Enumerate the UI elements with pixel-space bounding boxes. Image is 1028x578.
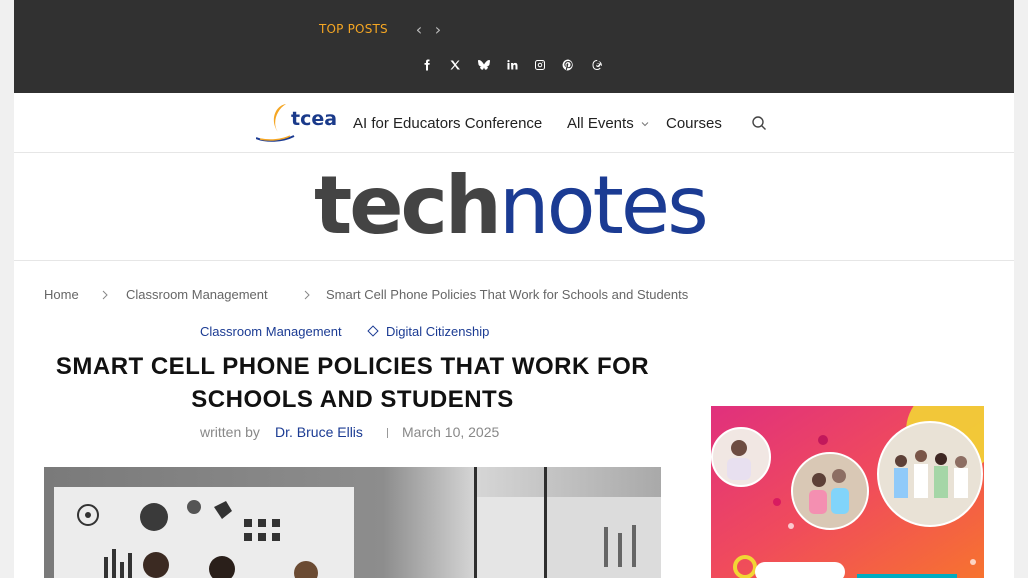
category-link-classroom[interactable]: Classroom Management	[200, 324, 342, 339]
chevron-right-icon	[302, 289, 312, 301]
top-bar	[14, 0, 1014, 93]
search-icon[interactable]	[751, 115, 767, 131]
breadcrumb-current: Smart Cell Phone Policies That Work for Schools and Students	[326, 287, 689, 302]
breadcrumb-category[interactable]: Classroom Management	[126, 287, 268, 302]
technotes-logo[interactable]	[314, 161, 706, 251]
written-by-label: written by	[200, 424, 260, 440]
logo-text: tcea	[291, 108, 338, 130]
category-link-digital[interactable]: Digital Citizenship	[386, 324, 490, 339]
pinterest-icon[interactable]	[559, 56, 577, 74]
page	[14, 0, 1014, 578]
publish-date: March 10, 2025	[402, 424, 500, 440]
sidebar-advertisement[interactable]	[711, 406, 984, 578]
author-link[interactable]: Dr. Bruce Ellis	[275, 424, 363, 440]
nav-item-courses[interactable]: Courses	[666, 115, 722, 132]
article-title: SMART CELL PHONE POLICIES THAT WORK FOR SCHOOLS AND STUDENTS	[55, 353, 650, 413]
bluesky-icon[interactable]	[475, 56, 493, 74]
threads-icon[interactable]	[588, 56, 606, 74]
main-nav	[14, 93, 1014, 153]
masthead	[14, 153, 1014, 261]
x-icon[interactable]	[446, 56, 464, 74]
chevron-right-icon	[100, 289, 110, 301]
chevron-right-icon[interactable]: ›	[434, 20, 442, 39]
byline-divider	[387, 428, 388, 438]
nav-item-ai-conference[interactable]: AI for Educators Conference	[353, 115, 543, 132]
logo-notes: notes	[498, 159, 706, 252]
advertisement-banner-image	[711, 406, 984, 578]
linkedin-icon[interactable]	[503, 56, 521, 74]
chevron-left-icon[interactable]: ‹	[415, 20, 423, 39]
top-posts-label: TOP POSTS	[319, 22, 388, 36]
instagram-icon[interactable]	[531, 56, 549, 74]
nav-item-all-events[interactable]: All Events	[567, 115, 634, 132]
diamond-separator-icon	[367, 325, 378, 336]
facebook-icon[interactable]	[418, 56, 436, 74]
tcea-logo[interactable]	[256, 98, 340, 142]
breadcrumb-home[interactable]: Home	[44, 287, 79, 302]
featured-image[interactable]	[44, 467, 661, 578]
chevron-down-icon	[641, 120, 649, 128]
logo-tech: tech	[314, 159, 499, 252]
featured-image-illustration	[44, 467, 661, 578]
